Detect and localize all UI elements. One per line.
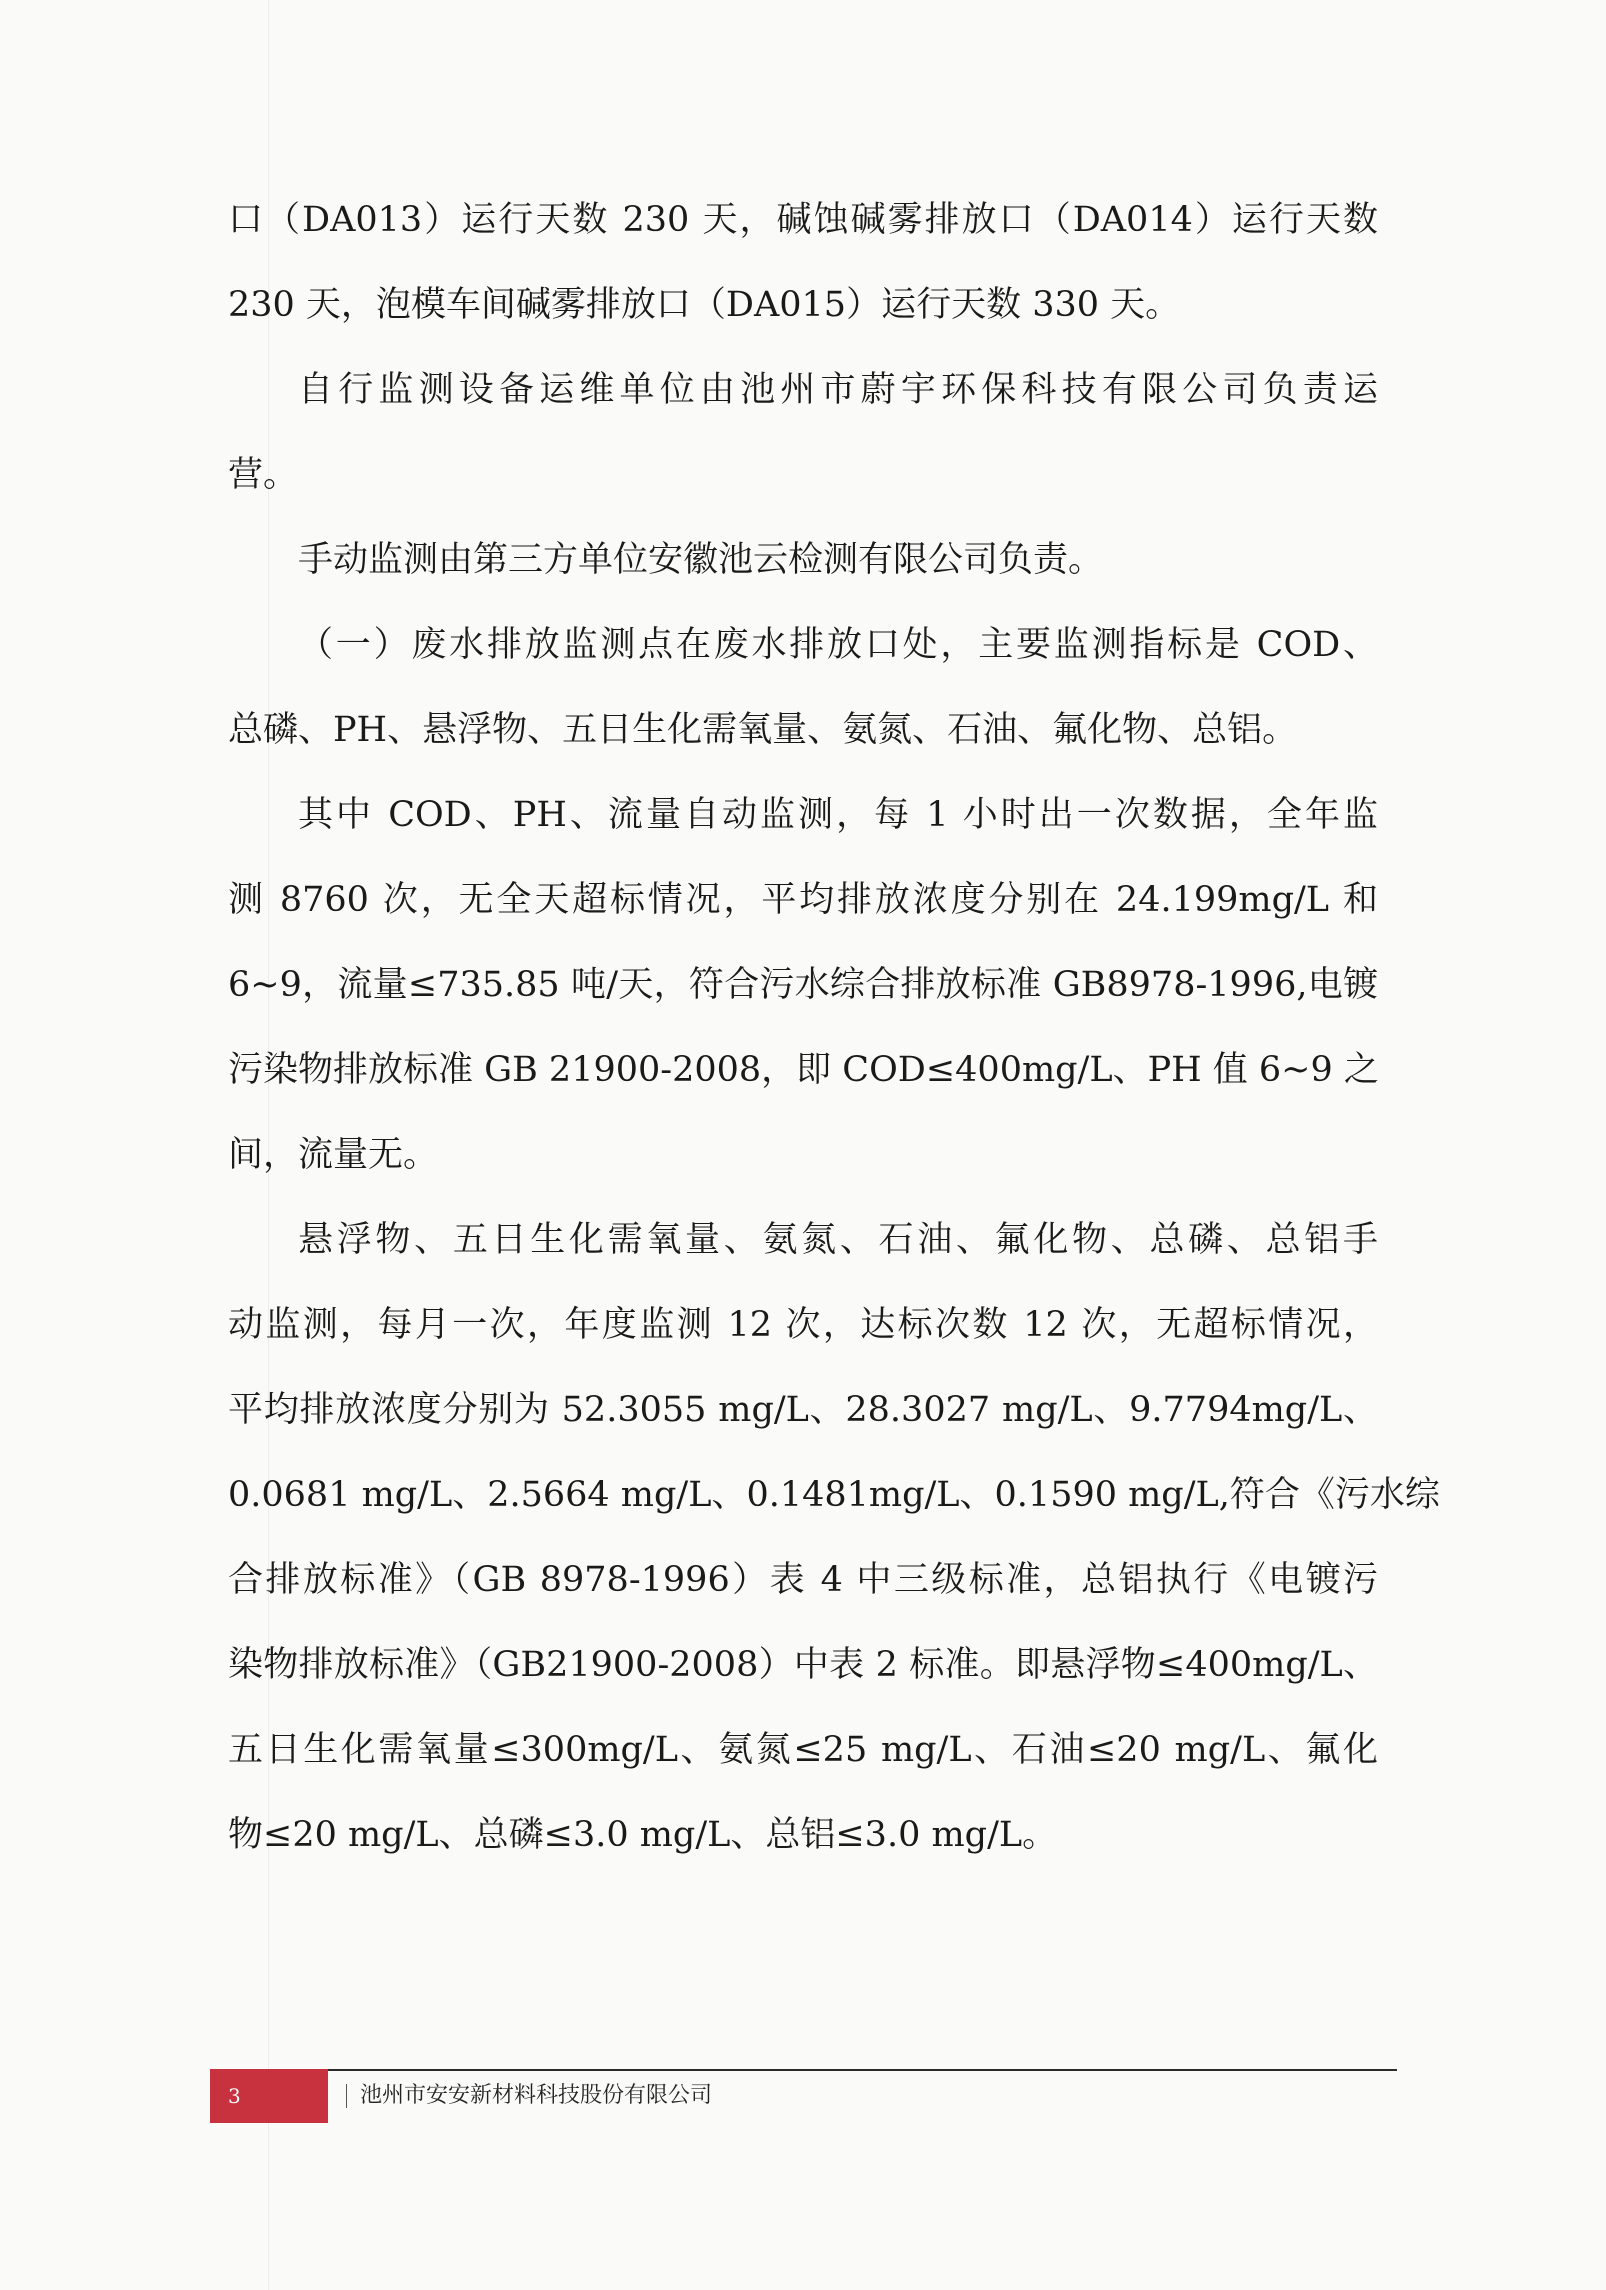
text-line: 染物排放标准》（GB21900-2008）中表 2 标准。即悬浮物≤400mg/L、 — [228, 1645, 1378, 1685]
page-number: 3 — [210, 2069, 328, 2123]
text-line: 悬浮物、五日生化需氧量、氨氮、石油、氟化物、总磷、总铝手 — [298, 1220, 1378, 1260]
text-line: （一）废水排放监测点在废水排放口处，主要监测指标是 COD、 — [298, 625, 1378, 665]
text-line: 0.0681 mg/L、2.5664 mg/L、0.1481mg/L、0.1590 mg/L,符合《污水综 — [228, 1475, 1440, 1515]
text-line: 间，流量无。 — [228, 1135, 439, 1175]
footer-rule — [212, 2069, 1397, 2071]
text-line: 手动监测由第三方单位安徽池云检测有限公司负责。 — [298, 540, 1104, 580]
text-line: 营。 — [228, 455, 299, 495]
text-line: 6~9，流量≤735.85 吨/天，符合污水综合排放标准 GB8978-1996,电镀 — [228, 965, 1378, 1005]
footer-company-name: 池州市安安新材料科技股份有限公司 — [360, 2083, 713, 2108]
text-line: 自行监测设备运维单位由池州市蔚宇环保科技有限公司负责运 — [298, 370, 1378, 410]
text-line: 污染物排放标准 GB 21900-2008，即 COD≤400mg/L、PH 值 6~9 之 — [228, 1050, 1379, 1090]
text-line: 口（DA013）运行天数 230 天，碱蚀碱雾排放口（DA014）运行天数 — [228, 200, 1378, 240]
text-line: 230 天，泡模车间碱雾排放口（DA015）运行天数 330 天。 — [228, 285, 1181, 325]
text-line: 合排放标准》（GB 8978-1996）表 4 中三级标准，总铝执行《电镀污 — [228, 1560, 1378, 1600]
body-text — [228, 178, 1440, 1878]
text-line: 五日生化需氧量≤300mg/L、氨氮≤25 mg/L、石油≤20 mg/L、氟化 — [228, 1730, 1378, 1770]
text-line: 其中 COD、PH、流量自动监测，每 1 小时出一次数据，全年监 — [298, 795, 1378, 835]
footer-separator — [346, 2084, 347, 2108]
text-line: 平均排放浓度分别为 52.3055 mg/L、28.3027 mg/L、9.7794mg/L、 — [228, 1390, 1378, 1430]
text-line: 物≤20 mg/L、总磷≤3.0 mg/L、总铝≤3.0 mg/L。 — [228, 1815, 1058, 1855]
text-line: 动监测，每月一次，年度监测 12 次，达标次数 12 次，无超标情况， — [228, 1305, 1378, 1345]
text-line: 总磷、PH、悬浮物、五日生化需氧量、氨氮、石油、氟化物、总铝。 — [228, 710, 1298, 750]
text-line: 测 8760 次，无全天超标情况，平均排放浓度分别在 24.199mg/L 和 — [228, 880, 1378, 920]
